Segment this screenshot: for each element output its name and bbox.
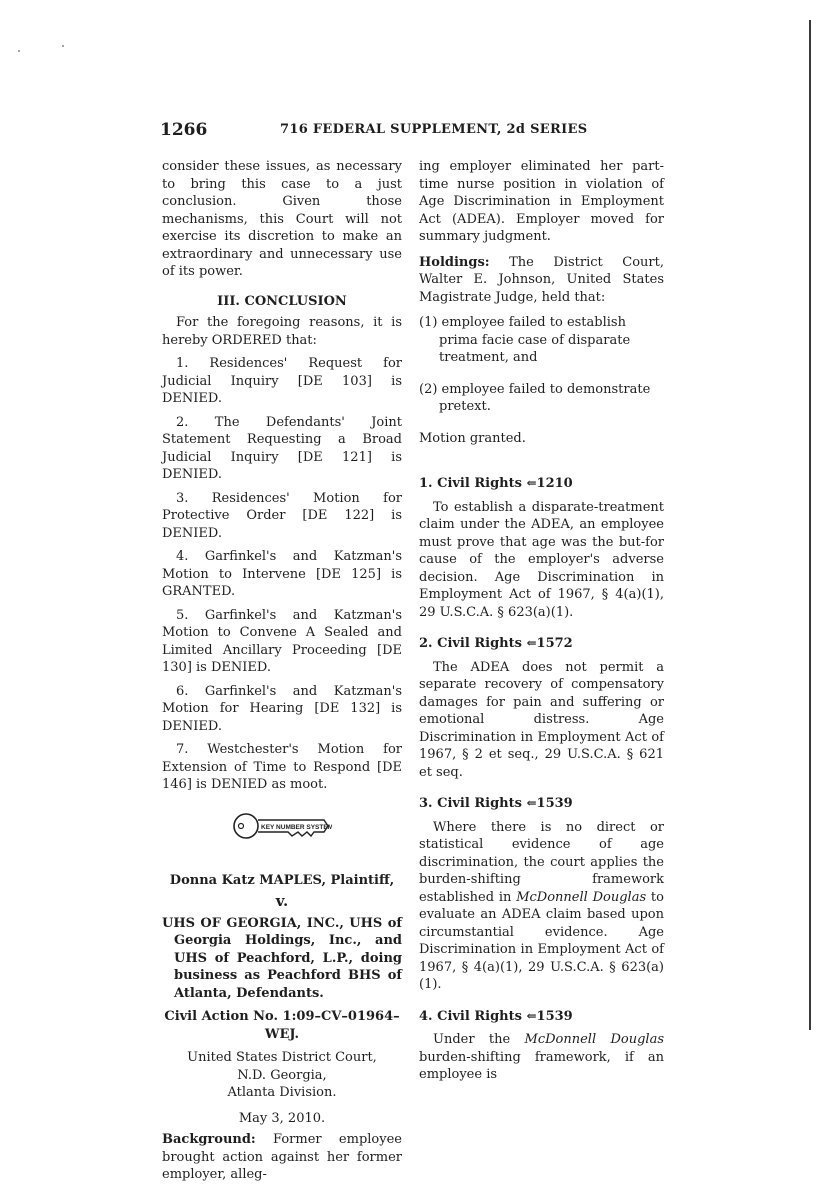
court-district: N.D. Georgia,: [237, 1067, 327, 1083]
conclusion-heading: III. CONCLUSION: [217, 293, 347, 309]
case-name-italic: McDonnell Douglas: [524, 1032, 664, 1047]
left-column: [162, 158, 402, 1184]
headnote-topic: 4. Civil Rights: [419, 1008, 522, 1024]
background-paragraph: [162, 1131, 402, 1184]
order-item: 2. The Defendants' Joint Statement Requesting a Broad Judicial Inquiry [DE 121] is DENIED.: [162, 414, 402, 482]
background-label: Background:: [162, 1132, 256, 1147]
key-number: 1210: [536, 476, 573, 491]
headnote-text: To establish a disparate-treatment claim under the ADEA, an employee must prove that age was the but-for cause of the employer's adverse decision. Age Discrimination in Employment Act of 1967, § 4(a)(1), 29 U.S.C.A. § 623(a)(1).: [419, 499, 664, 620]
headnote-topic: 1. Civil Rights: [419, 476, 522, 491]
headnote-text-part: Under the: [433, 1032, 525, 1047]
ordered-intro: For the foregoing reasons, it is hereby ORDERED that:: [162, 315, 402, 348]
headnote-text-part: burden-shifting framework, if an employee is: [419, 1049, 664, 1082]
key-symbol-icon: ⇐: [526, 1008, 537, 1023]
headnote-text-part: to evaluate an ADEA claim based upon circumstantial evidence. Age Discrimination in Employment Act of 1967, § 4(a)(1), 29 U.S.C.A. § 623(a)(1).: [419, 889, 664, 992]
case-versus: v.: [275, 892, 289, 910]
key-logo-text: KEY NUMBER SYSTEM: [261, 823, 332, 831]
case-name-italic: McDonnell Douglas: [516, 889, 647, 905]
right-column: [419, 158, 664, 1084]
key-number: 1539: [536, 1008, 573, 1024]
order-item: 4. Garfinkel's and Katzman's Motion to Intervene [DE 125] is GRANTED.: [162, 549, 402, 599]
decision-date: May 3, 2010.: [238, 1110, 326, 1126]
background-continued: ing employer eliminated her part-time nurse position in violation of Age Discrimination in Employment Act (ADEA). Employer moved for summary judgment.: [419, 159, 664, 244]
court-name: United States District Court,: [187, 1050, 377, 1065]
order-item: 5. Garfinkel's and Katzman's Motion to Convene A Sealed and Limited Ancillary Proceeding [DE 130] is DENIED.: [162, 607, 402, 675]
court-division: Atlanta Division.: [227, 1085, 337, 1100]
headnote-heading: [419, 475, 664, 493]
intro-paragraph: consider these issues, as necessary to bring this case to a just conclusion. Given those mechanisms, this Court will not exercise its discretion to make an extraordinary and unnecessary use of its power.: [162, 159, 402, 279]
key-number-logo: [162, 806, 402, 850]
order-item: 1. Residences' Request for Judicial Inquiry [DE 103] is DENIED.: [162, 356, 402, 406]
headnote-topic: 3. Civil Rights: [419, 796, 522, 811]
page-number: 1266: [160, 120, 208, 140]
case-plaintiff: Donna Katz MAPLES, Plaintiff,: [169, 872, 395, 888]
scan-speck: [18, 50, 20, 52]
key-number: 1572: [536, 636, 573, 651]
headnote-text: The ADEA does not permit a separate recovery of compensatory damages for pain and suffering or emotional distress. Age Discrimination in Employment Act of 1967, § 2 et seq., 29 U.S.C.A. § 621 et seq.: [419, 659, 664, 780]
case-defendants: UHS OF GEORGIA, INC., UHS of Georgia Holdings, Inc., and UHS of Peachford, L.P., doing business as Peachford BHS of Atlanta, Defendants.: [162, 915, 402, 1001]
holdings-label: Holdings:: [419, 254, 490, 270]
key-number: 1539: [536, 796, 573, 811]
holding-item: (1) employee failed to establish prima facie case of disparate treatment, and: [419, 315, 631, 365]
holding-item: (2) employee failed to demonstrate pretext.: [419, 381, 651, 414]
page-header: [160, 120, 665, 142]
headnote-topic: 2. Civil Rights: [419, 636, 522, 651]
civil-action-number: Civil Action No. 1:09–CV–01964–WEJ.: [164, 1009, 400, 1042]
headnote-text: [419, 819, 664, 994]
page-edge-line: [809, 20, 811, 1030]
scan-speck: [62, 45, 64, 47]
order-item: 7. Westchester's Motion for Extension of Time to Respond [DE 146] is DENIED as moot.: [162, 742, 402, 792]
key-symbol-icon: ⇐: [526, 796, 537, 810]
headnote-heading: [419, 635, 664, 653]
order-item: 6. Garfinkel's and Katzman's Motion for Hearing [DE 132] is DENIED.: [162, 683, 402, 734]
holdings-paragraph: [419, 254, 664, 307]
order-item: 3. Residences' Motion for Protective Order [DE 122] is DENIED.: [162, 490, 402, 541]
holdings-text: The District Court, Walter E. Johnson, United States Magistrate Judge, held that:: [419, 254, 664, 305]
background-text: Former employee brought action against her former employer, alleg-: [162, 1132, 402, 1182]
running-head: 716 FEDERAL SUPPLEMENT, 2d SERIES: [280, 122, 588, 137]
key-symbol-icon: ⇐: [526, 476, 537, 490]
headnote-text: [419, 1031, 664, 1084]
headnote-heading: [419, 1008, 664, 1026]
key-icon: [232, 806, 332, 846]
disposition: Motion granted.: [419, 430, 526, 446]
headnote-heading: [419, 795, 664, 813]
headnote-text-part: Where there is no direct or statistical evidence of age discrimination, the court applies the burden-shifting framework established in: [419, 819, 664, 905]
key-symbol-icon: ⇐: [526, 636, 537, 650]
